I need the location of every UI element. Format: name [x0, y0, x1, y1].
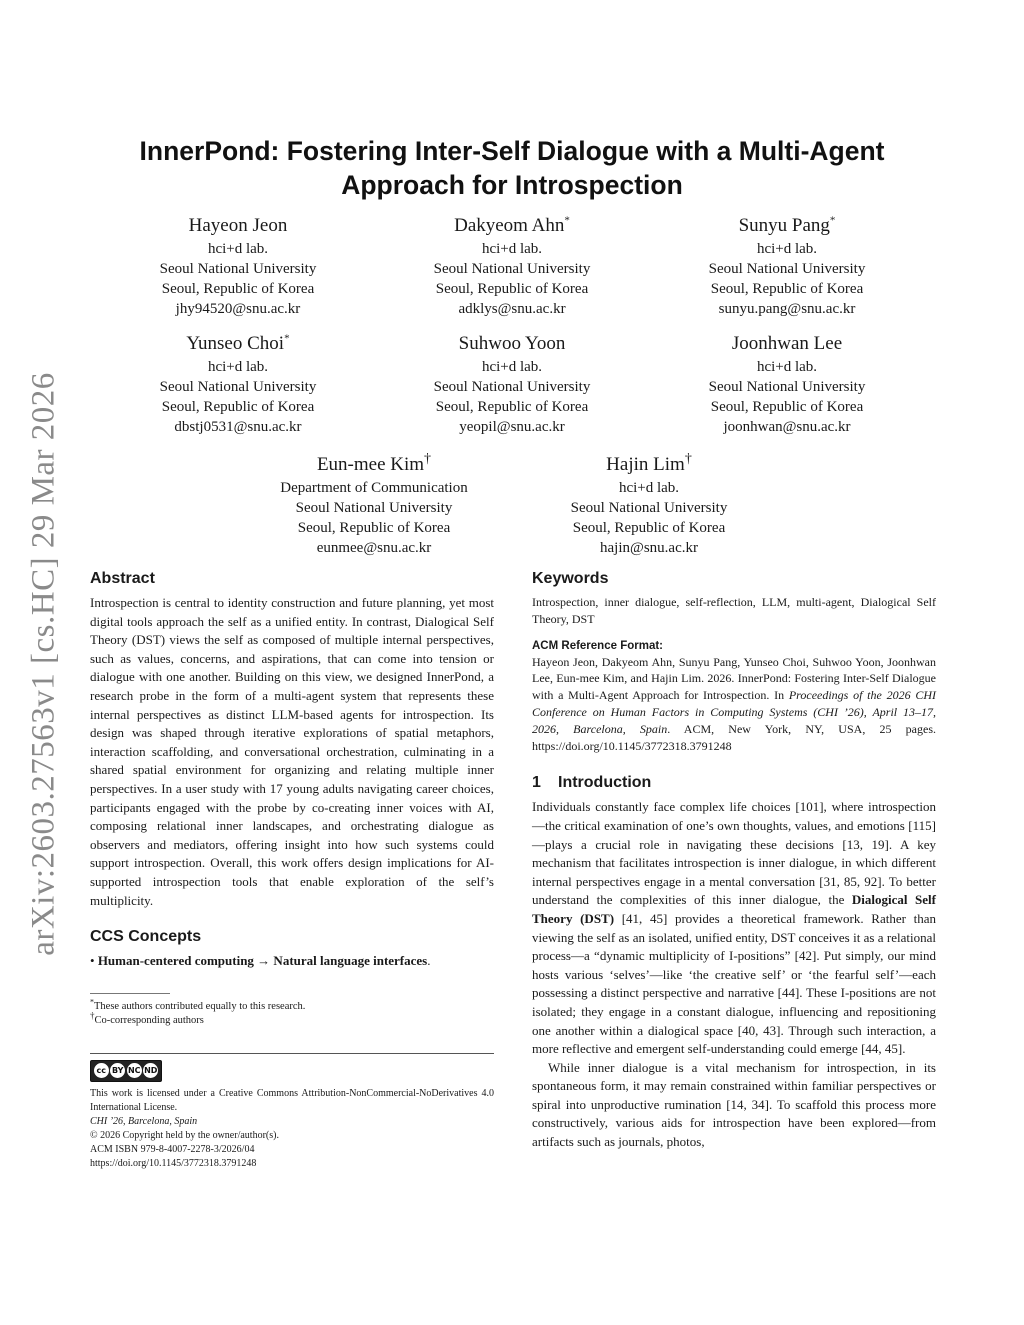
right-column: [532, 570, 936, 1152]
author-email[interactable]: sunyu.pang@snu.ac.kr: [718, 301, 856, 317]
acm-ref-rest: . ACM, New York, NY, USA, 25 pages. https://doi.org/10.1145/3772318.3791248: [532, 721, 937, 753]
author-location: Seoul, Republic of Korea: [435, 281, 589, 297]
venue: CHI ’26, Barcelona, Spain: [90, 1115, 198, 1127]
footnote-mark: †: [90, 1010, 95, 1021]
author-affiliation: Department of Communication: [280, 480, 468, 496]
copyright: © 2026 Copyright held by the owner/author(s).: [90, 1129, 279, 1141]
author-name: Dakyeom Ahn: [454, 215, 565, 236]
author-location: Seoul, Republic of Korea: [161, 281, 315, 297]
author-affiliation: hci+d lab.: [756, 241, 818, 257]
footnote-rule: [90, 993, 170, 994]
author-name: Hajin Lim: [606, 454, 685, 475]
keywords-heading: Keywords: [532, 570, 609, 587]
author-affiliation: hci+d lab.: [481, 359, 543, 375]
author-location: Seoul, Republic of Korea: [710, 281, 864, 297]
acm-reference: [532, 654, 936, 755]
author-university: Seoul National University: [159, 379, 317, 395]
doi-link[interactable]: https://doi.org/10.1145/3772318.3791248: [90, 1157, 257, 1169]
author-mark: *: [564, 214, 570, 227]
intro-text: Individuals constantly face complex life choices [101], where introspection—the critical examination of one’s own thoughts, values, and emotions [115]—plays a crucial role in navigating these decisions [13, 19]. A key mechanism that facilitates introspection is inner dialogue, in which different internal perspectives engage in a mental conversation [31, 85, 92]. To better understand the complexities of this inner dialogue, the: [532, 799, 936, 908]
isbn: ACM ISBN 979-8-4007-2278-3/2026/04: [90, 1143, 255, 1155]
ccs-period: .: [427, 953, 431, 969]
author-email[interactable]: dbstj0531@snu.ac.kr: [174, 419, 302, 435]
author-university: Seoul National University: [708, 261, 866, 277]
author-university: Seoul National University: [433, 379, 591, 395]
author-location: Seoul, Republic of Korea: [297, 520, 451, 536]
author-block: [637, 332, 937, 437]
author-affiliation: hci+d lab.: [481, 241, 543, 257]
author-affiliation: hci+d lab.: [756, 359, 818, 375]
ccs-heading: CCS Concepts: [90, 928, 202, 946]
arxiv-id: arXiv:2603.27563v1 [cs.HC] 29 Mar 2026: [25, 372, 62, 956]
author-affiliation: hci+d lab.: [207, 359, 269, 375]
author-email[interactable]: adklys@snu.ac.kr: [458, 301, 566, 317]
author-university: Seoul National University: [570, 500, 728, 516]
license-text: This work is licensed under a Creative Commons Attribution-NonCommercial-NoDerivatives 4.0 International License.: [90, 1087, 494, 1113]
author-mark: †: [684, 451, 692, 467]
author-affiliation: hci+d lab.: [618, 480, 680, 496]
cc-icon: cc: [94, 1063, 109, 1078]
author-name: Hayeon Jeon: [188, 215, 288, 236]
author-block: [499, 453, 799, 558]
intro-paragraph-2: While inner dialogue is a vital mechanism for introspection, in its spontaneous form, it may remain constrained within familiar perspectives or spiral into unproductive rumination [14, 34]. To scaffold this process more constructively, various aids for introspection have been explored—from artifacts such as journals, photos,: [532, 1059, 936, 1150]
acm-ref-proceedings: Proceedings of the 2026 CHI Conference on Human Factors in Computing Systems (CHI ’26), April 13–17, 2026, Barcelona, Spain: [532, 688, 936, 736]
author-block: [362, 214, 662, 319]
author-university: Seoul National University: [159, 261, 317, 277]
footnote-mark: *: [90, 997, 94, 1007]
author-location: Seoul, Republic of Korea: [710, 399, 864, 415]
abstract-text: Introspection is central to identity construction and future planning, yet most digital tools approach the self as a unified entity. In contrast, Dialogical Self Theory (DST) views the self as composed of multiple internal perspectives, such as values, concerns, and aspirations, that can come into tension or dialogue with one another. Building on this view, we designed InnerPond, a research probe in the form of a multi-agent system that represents these internal perspectives as distinct LLM-based agents for introspection. Its design was shaped through iterative explorations of spatial metaphors, interaction scaffolding, and conversational orchestration, culminating in a shared spatial environment for organizing and relating multiple inner perspectives. In a user study with 17 young adults navigating career choices, participants engaged with the probe by co-creating inner voices with AI, composing relational inner landscapes, and orchestrating dialogue as observers and mediators, offering insight into how such systems could support introspection. Overall, this work offers design implications for AI-supported introspection tools that enable exploration of the self’s multiplicity.: [90, 595, 494, 908]
author-mark: *: [284, 332, 290, 345]
acm-ref-heading: ACM Reference Format:: [532, 639, 663, 652]
author-affiliation: hci+d lab.: [207, 241, 269, 257]
footnote-equal: [90, 997, 494, 1015]
nc-icon: NC: [127, 1063, 142, 1078]
author-university: Seoul National University: [295, 500, 453, 516]
dst-term: Dialogical Self Theory (DST): [532, 892, 936, 926]
intro-body: [532, 798, 936, 1151]
author-name: Yunseo Choi: [186, 333, 285, 354]
acm-ref-authors: Hayeon Jeon, Dakyeom Ahn, Sunyu Pang, Yunseo Choi, Suhwoo Yoon, Joonhwan Lee, Eun-mee Kim, and Hajin Lim. 2026. InnerPond: Fostering Inter-Self Dialogue with a Multi-Agent Approach for Introspection. In: [532, 654, 936, 703]
footnote-text: These authors contributed equally to this research.: [94, 1000, 306, 1012]
author-email[interactable]: eunmee@snu.ac.kr: [316, 540, 432, 556]
title-line-2: Approach for Introspection: [341, 170, 683, 200]
author-name: Eun-mee Kim: [316, 454, 425, 475]
title-line-1: InnerPond: Fostering Inter-Self Dialogue with a Multi-Agent: [139, 136, 885, 166]
author-email[interactable]: hajin@snu.ac.kr: [600, 540, 698, 556]
author-name: Joonhwan Lee: [731, 333, 843, 354]
left-column: [90, 570, 494, 1171]
ccs-concept-text: Human-centered computing → Natural language interfaces: [97, 953, 428, 969]
section-number: 1: [532, 774, 541, 792]
author-email[interactable]: jhy94520@snu.ac.kr: [175, 301, 301, 317]
abstract-heading: Abstract: [90, 570, 155, 587]
license-rule: [90, 1053, 494, 1054]
arxiv-stamp: [16, 364, 72, 964]
author-block: [362, 332, 662, 437]
author-block: [637, 214, 937, 319]
author-block: [224, 453, 524, 558]
author-name: Suhwoo Yoon: [458, 333, 566, 354]
intro-text: [41, 45] provides a theoretical framework. Rather than viewing the self as an isolated, unified entity, DST conceives it as a relational process—a “dynamic multiplicity of I-positions” [42]. Put simply, our mind hosts various ‘selves’—like ‘the creative self’ or ‘the fearful self’—each possessing a distinct perspective and narrative [44]. These I-positions are not isolated; they engage in a constant dialogue, influencing and repositioning one another within a dialogical space [40, 43]. Through such interaction, a more reflective and emergent self-understanding could emerge [44, 45].: [532, 910, 936, 1057]
by-icon: BY: [110, 1063, 125, 1078]
paper-title: [100, 134, 924, 202]
author-location: Seoul, Republic of Korea: [572, 520, 726, 536]
intro-heading: [532, 774, 936, 792]
author-university: Seoul National University: [708, 379, 866, 395]
ccs-bullet: •: [90, 953, 95, 969]
ccs-concepts: [90, 952, 494, 971]
nd-icon: ND: [143, 1063, 158, 1078]
author-location: Seoul, Republic of Korea: [435, 399, 589, 415]
cc-license-badge[interactable]: [90, 1060, 162, 1082]
keywords-text: Introspection, inner dialogue, self-reflection, LLM, multi-agent, Dialogical Self Theory, DST: [532, 595, 936, 626]
author-mark: †: [424, 451, 432, 467]
footnote-text: Co-corresponding authors: [94, 1015, 204, 1027]
author-mark: *: [829, 214, 836, 227]
author-block: [88, 332, 388, 437]
author-email[interactable]: yeopil@snu.ac.kr: [459, 419, 565, 435]
author-block: [88, 214, 388, 319]
author-university: Seoul National University: [433, 261, 591, 277]
author-email[interactable]: joonhwan@snu.ac.kr: [723, 419, 851, 435]
footnote-corr: [90, 1010, 494, 1029]
author-name: Sunyu Pang: [738, 215, 830, 236]
intro-paragraph-1: [532, 798, 936, 1058]
section-title: Introduction: [558, 774, 652, 792]
author-location: Seoul, Republic of Korea: [161, 399, 315, 415]
